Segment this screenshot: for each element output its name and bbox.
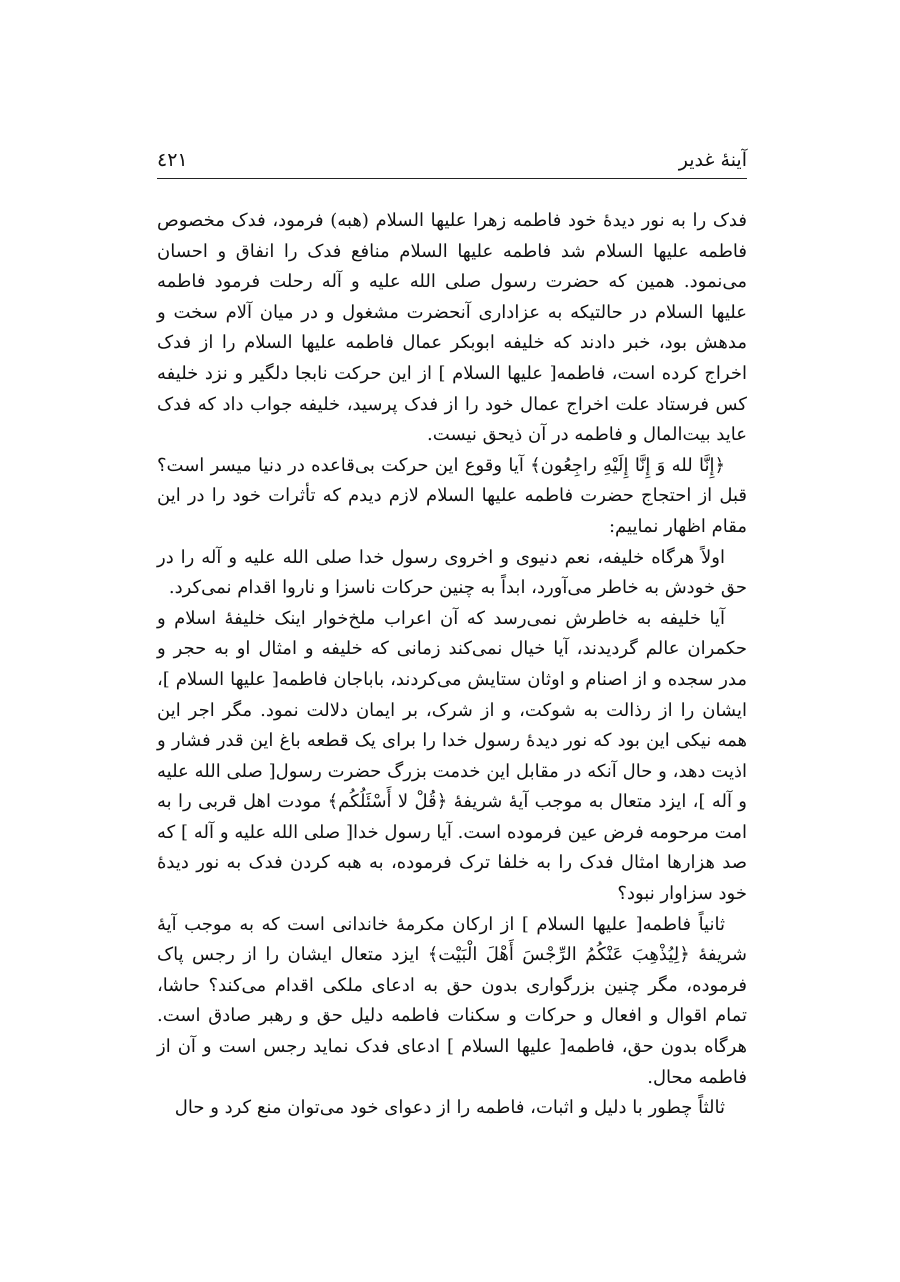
paragraph: فدک را به نور دیدهٔ خود فاطمه زهرا علیها السلام (هبه) فرمود، فدک مخصوص فاطمه علیها السلام شد فاطمه علیها السلام منافع فدک را انفاق و احسان می‌نمود. همین که حضرت رسول صلی الله علیه و آله رحلت فرمود فاطمه علیها السلام در حالتیکه به عزاداری آنحضرت مشغول و در میان آلام سخت و مدهش بود، خبر دادند که خلیفه ابوبکر عمال فاطمه علیها السلام را از فدک اخراج کرده است، فاطمه[ علیها السلام ] از این حرکت نابجا دلگیر و نزد خلیفه کس فرستاد علت اخراج عمال خود را از فدک پرسید، خلیفه جواب داد که فدک عاید بیت‌المال و فاطمه در آن ذیحق نیست.: [157, 210, 748, 446]
paragraph: ثانیاً فاطمه[ علیها السلام ] از ارکان مکرمهٔ خاندانی است که به موجب آیهٔ شریفهٔ ﴿لِيُذْهِبَ عَنْكُمُ الرِّجْسَ أَهْلَ الْبَيْت﴾ ایزد متعال ایشان را از رجس پاک فرموده، مگر چنین بزرگواری بدون حق به ادعای ملکی اقدام می‌کند؟ حاشا، تمام اقوال و افعال و حرکات و سکنات فاطمه دلیل حق و رهبر صادق است. هرگاه بدون حق، فاطمه[ علیها السلام ] ادعای فدک نماید رجس است و آن از فاطمه محال.: [157, 913, 747, 1088]
paragraph: ﴿إِنَّا لله وَ إِنَّا إِلَيْهِ راجِعُون﴾ آیا وقوع این حرکت بی‌قاعده در دنیا میسر است؟ قبل از احتجاج حضرت فاطمه علیها السلام لازم دیدم که تأثرات خود را در این مقام اظهار نماییم:: [157, 454, 747, 537]
page-header: [157, 146, 747, 178]
paragraph: آیا خلیفه به خاطرش نمی‌رسد که آن اعراب ملخ‌خوار اینک خلیفهٔ اسلام و حکمران عالم گردیدند، آیا خیال نمی‌کند زمانی که خلیفه و امثال او به حجر و مدر سجده و از اصنام و اوثان ستایش می‌کردند، باباجان فاطمه[ علیها السلام ]، ایشان را از رذالت به شوکت، و از شرک، بر ایمان دلالت نمود. مگر اجر این همه نیکی این بود که نور دیدهٔ رسول خدا را برای یک قطعه باغ این قدر فشار و اذیت دهد، و حال آنکه در مقابل این خدمت بزرگ حضرت رسول[ صلی الله علیه و آله ]، ایزد متعال به موجب آیهٔ شریفهٔ ﴿قُلْ لا أَسْئَلُكُم﴾ مودت اهل قربی را به امت مرحومه فرض عین فرموده است. آیا رسول خدا[ صلی الله علیه و آله ] که صد هزارها امثال فدک را به خلفا ترک فرموده، به هبه کردن فدک به نور دیدهٔ خود سزاوار نبود؟: [157, 607, 747, 905]
paragraph: ثالثاً چطور با دلیل و اثبات، فاطمه را از دعوای خود می‌توان منع کرد و حال: [174, 1097, 725, 1119]
paragraph: اولاً هرگاه خلیفه، نعم دنیوی و اخروی رسول خدا صلی الله علیه و آله را در حق خودش به خاطر می‌آورد، ابداً به چنین حرکات ناسزا و ناروا اقدام نمی‌کرد.: [157, 546, 747, 599]
running-title: آینهٔ غدیر: [678, 149, 747, 171]
page-number: ٤٢١: [157, 149, 188, 171]
body-text: [157, 206, 747, 1124]
header-rule: [157, 178, 747, 179]
